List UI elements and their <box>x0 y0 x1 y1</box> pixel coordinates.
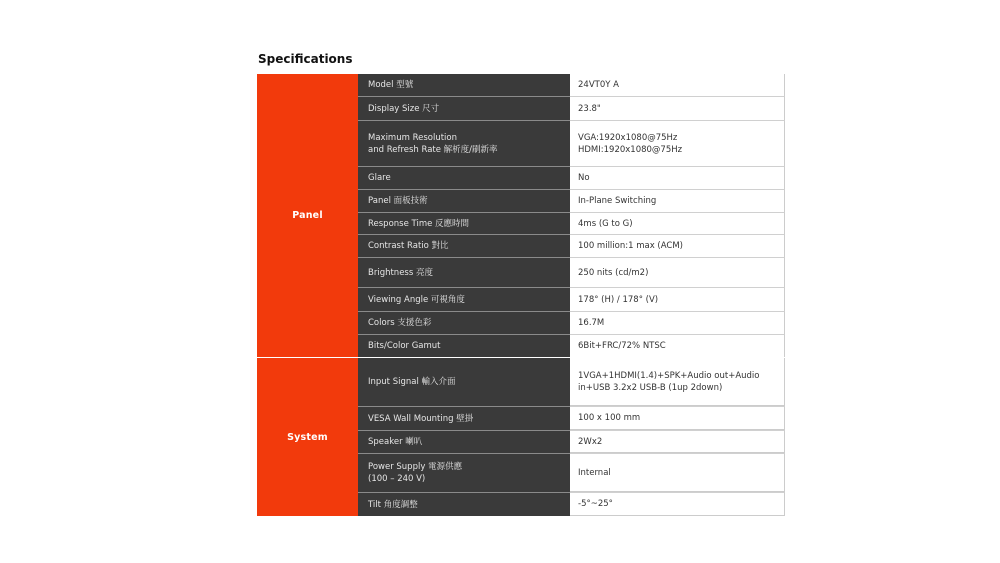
table-row <box>358 334 785 357</box>
spec-label: Display Size 尺寸 <box>368 103 440 114</box>
spec-value-cell <box>570 311 785 334</box>
spec-label-cell <box>358 492 570 516</box>
spec-value-cell <box>570 74 785 96</box>
spec-label-cell <box>358 334 570 357</box>
spec-value: 16.7M <box>578 318 605 328</box>
table-row <box>358 358 785 406</box>
table-row <box>358 453 785 492</box>
spec-label: Response Time 反應時間 <box>368 218 470 229</box>
spec-label-cell <box>358 74 570 96</box>
spec-label: Contrast Ratio 對比 <box>368 241 449 251</box>
spec-value-cell <box>570 120 785 166</box>
table-row <box>358 96 785 120</box>
table-row <box>358 212 785 234</box>
spec-label: Glare <box>368 173 391 183</box>
spec-value: 6Bit+FRC/72% NTSC <box>578 341 666 351</box>
spec-label-cell <box>358 96 570 120</box>
table-row <box>358 189 785 212</box>
spec-label: Input Signal 輸入介面 <box>368 377 456 387</box>
spec-label-cell <box>358 453 570 492</box>
spec-value-cell <box>570 166 785 189</box>
spec-value-cell <box>570 212 785 234</box>
spec-label: Panel 面板技術 <box>368 196 428 206</box>
spec-label: Bits/Color Gamut <box>368 341 441 351</box>
spec-value: 100 x 100 mm <box>578 413 641 423</box>
spec-label-cell <box>358 311 570 334</box>
table-row <box>358 287 785 311</box>
spec-value-cell <box>570 492 785 516</box>
table-row <box>358 406 785 430</box>
spec-value: Internal <box>578 467 611 478</box>
table-row <box>358 311 785 334</box>
spec-label: Speaker 喇叭 <box>368 437 423 447</box>
group-label: Panel <box>257 74 358 357</box>
spec-group-system <box>257 357 785 516</box>
page-title: Specifications <box>258 52 353 66</box>
spec-value-cell <box>570 234 785 257</box>
spec-value: 4ms (G to G) <box>578 218 633 229</box>
spec-label: Model 型號 <box>368 80 414 90</box>
spec-value-cell <box>570 287 785 311</box>
spec-value: 250 nits (cd/m2) <box>578 267 649 278</box>
spec-label-cell <box>358 234 570 257</box>
spec-value: 23.8" <box>578 103 601 114</box>
table-row <box>358 257 785 287</box>
spec-label-cell <box>358 358 570 406</box>
spec-value: 1VGA+1HDMI(1.4)+SPK+Audio out+Audio in+USB 3.2x2 USB-B (1up 2down) <box>578 370 760 393</box>
spec-label: Maximum Resolution and Refresh Rate 解析度/刷新率 <box>368 132 498 155</box>
spec-label-cell <box>358 430 570 453</box>
spec-value-cell <box>570 189 785 212</box>
spec-label: Brightness 亮度 <box>368 267 433 278</box>
table-row <box>358 492 785 516</box>
spec-value-cell <box>570 430 785 453</box>
spec-group-panel <box>257 74 785 357</box>
spec-label: Power Supply 電源供應 (100 – 240 V) <box>368 462 463 484</box>
table-row <box>358 430 785 453</box>
table-row <box>358 166 785 189</box>
spec-value: 100 million:1 max (ACM) <box>578 241 684 251</box>
specifications-table <box>257 74 785 516</box>
table-row <box>358 120 785 166</box>
spec-label-cell <box>358 406 570 430</box>
spec-value: 178° (H) / 178° (V) <box>578 294 659 305</box>
spec-label-cell <box>358 189 570 212</box>
spec-label-cell <box>358 287 570 311</box>
spec-value: 24VT0Y A <box>578 80 619 90</box>
spec-value: 2Wx2 <box>578 436 603 447</box>
spec-value-cell <box>570 406 785 430</box>
spec-label-cell <box>358 120 570 166</box>
spec-label: Colors 支援色彩 <box>368 318 432 328</box>
spec-label: Viewing Angle 可視角度 <box>368 294 465 305</box>
spec-value-cell <box>570 334 785 357</box>
spec-label-cell <box>358 257 570 287</box>
spec-label: Tilt 角度調整 <box>368 499 418 510</box>
spec-label: VESA Wall Mounting 壁掛 <box>368 413 474 424</box>
spec-value: In-Plane Switching <box>578 196 657 206</box>
spec-rows <box>358 74 785 357</box>
spec-value-cell <box>570 453 785 492</box>
spec-value: No <box>578 173 590 183</box>
spec-label-cell <box>358 212 570 234</box>
table-row <box>358 234 785 257</box>
spec-value: VGA:1920x1080@75Hz HDMI:1920x1080@75Hz <box>578 132 683 155</box>
spec-rows <box>358 358 785 516</box>
spec-value-cell <box>570 257 785 287</box>
group-label: System <box>257 358 358 516</box>
spec-value: -5°~25° <box>578 499 613 509</box>
spec-value-cell <box>570 96 785 120</box>
table-row <box>358 74 785 96</box>
spec-value-cell <box>570 358 785 406</box>
spec-label-cell <box>358 166 570 189</box>
